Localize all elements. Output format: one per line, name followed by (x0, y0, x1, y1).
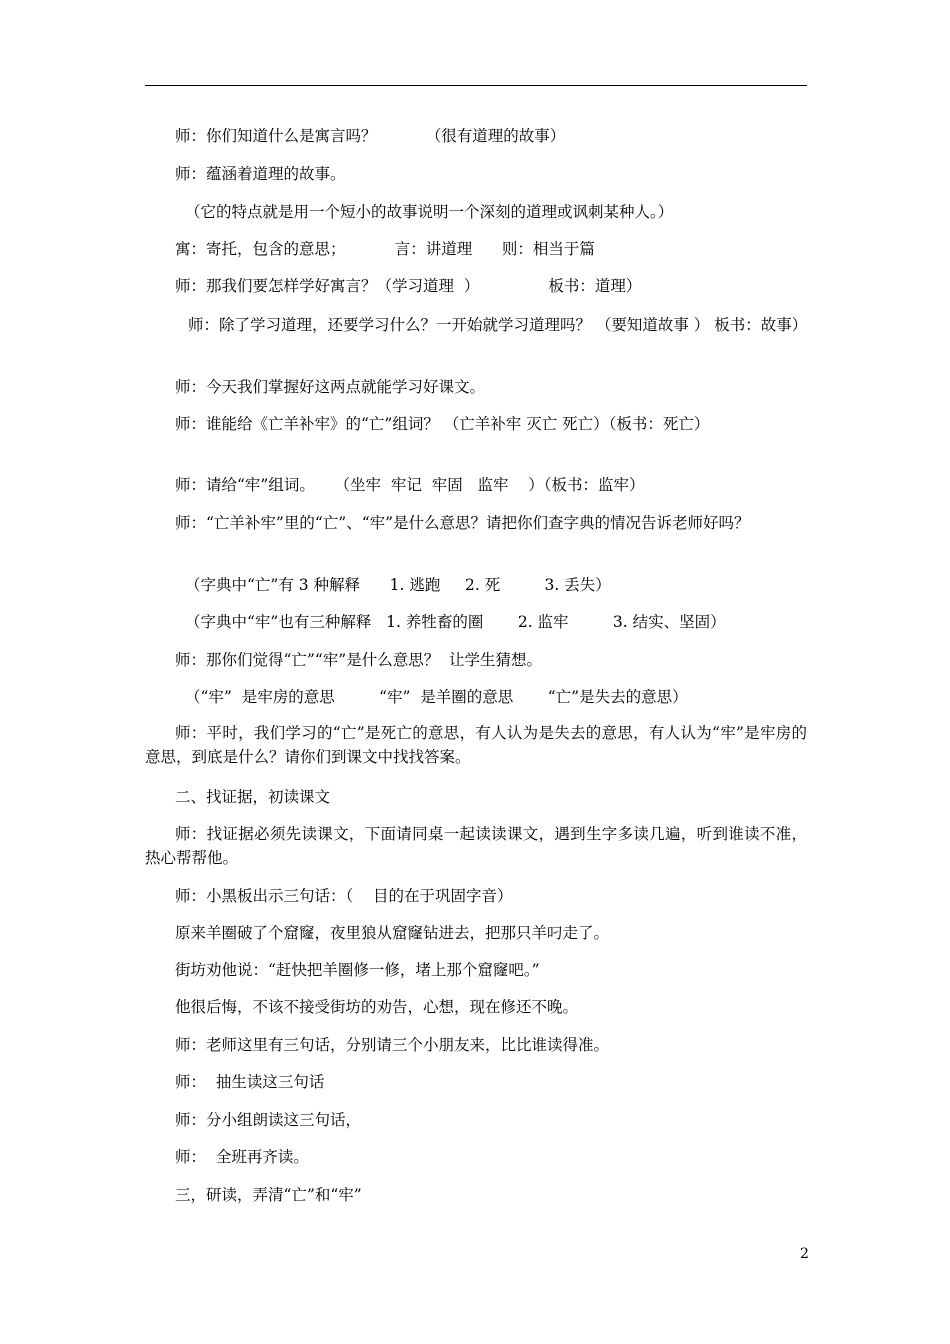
text-line: 街坊劝他说：“赶快把羊圈修一修，堵上那个窟窿吧。” (175, 961, 540, 979)
text-line: 师：那我们要怎样学好寓言？（学习道理 ） 板书：道理） (175, 277, 642, 295)
text-line: 师：今天我们掌握好这两点就能学习好课文。 (175, 378, 486, 396)
text-line: 师：蕴涵着道理的故事。 (175, 165, 346, 183)
text-line: 师：小黑板出示三句话：（ 目的在于巩固字音） (175, 887, 513, 905)
text-line: 寓：寄托，包含的意思； 言：讲道理 则：相当于篇 (175, 240, 595, 258)
text-line: 师：分小组朗读这三句话， (175, 1111, 362, 1129)
text-paragraph: 师：“亡羊补牢”里的“亡”、“牢”是什么意思？请把你们查字典的情况告诉老师好吗？ (175, 514, 750, 532)
text-line: 原来羊圈破了个窟窿，夜里狼从窟窿钻进去，把那只羊叼走了。 (175, 924, 610, 942)
text-line: （“牢” 是牢房的意思 “牢” 是羊圈的意思 “亡”是失去的意思） (185, 688, 688, 706)
text-line: 他很后悔，不该不接受街坊的劝告，心想，现在修还不晚。 (175, 998, 579, 1016)
text-paragraph: 师：找证据必须先读课文，下面请同桌一起读读课文，遇到生字多读几遍，听到谁读不准，热心帮帮他。 (145, 825, 807, 867)
text-line: （字典中“亡”有 3 种解释 1. 逃跑 2. 死 3. 丢失） (185, 576, 611, 594)
text-line: 师： 抽生读这三句话 (175, 1073, 325, 1091)
header-rule (145, 85, 807, 86)
text-line: 师：老师这里有三句话，分别请三个小朋友来，比比谁读得准。 (175, 1036, 610, 1054)
page-number: 2 (800, 1246, 809, 1262)
text-line: （字典中“牢”也有三种解释 1. 养牲畜的圈 2. 监牢 3. 结实、坚固） (185, 613, 726, 631)
text-paragraph: 师：平时，我们学习的“亡”是死亡的意思，有人认为是失去的意思，有人认为“牢”是牢房的意思，到底是什么？请你们到课文中找找答案。 (145, 724, 807, 766)
text-line: （它的特点就是用一个短小的故事说明一个深刻的道理或讽刺某种人。） (185, 203, 674, 221)
section-heading: 二、找证据，初读课文 (175, 788, 331, 806)
text-paragraph: 师：除了学习道理，还要学习什么？一开始就学习道理吗？ （要知道故事 ） 板书：故事） (188, 316, 808, 334)
text-line: 师： 全班再齐读。 (175, 1148, 309, 1166)
text-line: 师：你们知道什么是寓言吗？ （很有道理的故事） (175, 127, 566, 145)
text-line: 师：请给“牢”组词。 （坐牢 牢记 牢固 监牢 ）（板书：监牢） (175, 476, 645, 494)
text-line: 师：那你们觉得“亡”“牢”是什么意思？ 让学生猜想。 (175, 651, 543, 669)
section-heading: 三，研读，弄清“亡”和“牢” (175, 1186, 362, 1204)
text-paragraph: 师：谁能给《亡羊补牢》的“亡”组词？ （亡羊补牢 灭亡 死亡）（板书：死亡） (175, 415, 710, 433)
